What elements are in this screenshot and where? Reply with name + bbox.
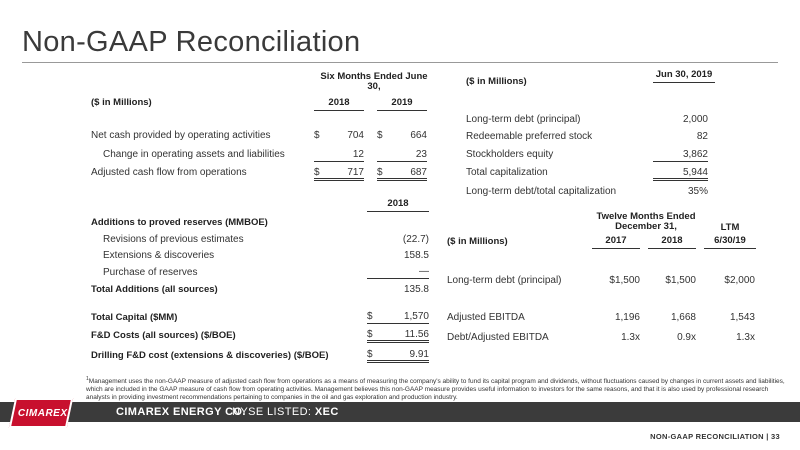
ebitda-row-2018: 1,668	[670, 312, 696, 323]
ebitda-row-2017: 1.3x	[621, 332, 640, 343]
capitalization-row-value: 5,944	[653, 167, 708, 181]
capitalization-row-label: Long-term debt/total capitalization	[466, 186, 617, 197]
reserves-row-value: 158.5	[403, 250, 429, 261]
cash-flow-col-2018: 2018	[314, 97, 364, 111]
capitalization-row-label: Redeemable preferred stock	[466, 131, 593, 142]
capitalization-col-header: Jun 30, 2019	[653, 70, 715, 83]
footnote-text: Management uses the non-GAAP measure of adjusted cash flow from operations as a means of measuring the company's ability to fund its capital program and dividends, without fluctuations caused by changes in current assets and liabilities, which are included in the GAAP measure of cash flow from operating activities. Management believes this non-GAAP measure provides useful information to investors for the same reasons, and that it is also used by professional research analysts in providing investment recommendations pertaining to companies in the oil and gas exploration and production industry.	[86, 378, 785, 402]
fd-costs-currency: $	[367, 329, 373, 340]
reserves-row-value: (22.7)	[402, 234, 429, 245]
ebitda-row-2017: 1,196	[614, 312, 640, 323]
logo-text: CIMAREX	[17, 408, 68, 419]
drilling-fd-value: 9.91	[409, 349, 429, 360]
drilling-fd-currency: $	[367, 349, 373, 360]
capitalization-row-label: Total capitalization	[466, 167, 548, 178]
company-logo	[9, 398, 73, 428]
fd-costs-cell	[367, 329, 429, 343]
nyse-listing	[232, 406, 339, 418]
ebitda-row-2018: $1,500	[665, 275, 696, 286]
ebitda-row-label: Long-term debt (principal)	[447, 275, 562, 286]
cash-flow-label-header: ($ in Millions)	[91, 97, 152, 108]
page-title: Non-GAAP Reconciliation	[22, 26, 361, 58]
page-footer-label: NON-GAAP RECONCILIATION | 33	[650, 432, 780, 441]
ticker-symbol: XEC	[314, 406, 339, 418]
ebitda-col-ltm: 6/30/19	[704, 235, 756, 249]
capitalization-row-value: 3,862	[653, 149, 708, 162]
reserves-total-value: 135.8	[403, 284, 429, 295]
ebitda-col-2017: 2017	[592, 235, 640, 249]
cash-flow-row-2019: 687	[410, 167, 427, 178]
capitalization-label-header: ($ in Millions)	[466, 76, 527, 87]
capitalization-row-label: Long-term debt (principal)	[466, 114, 581, 125]
cash-flow-row-currency: $	[377, 130, 383, 141]
cash-flow-col-2019: 2019	[377, 97, 427, 111]
capitalization-row-value: 2,000	[682, 114, 708, 125]
ebitda-row-label: Debt/Adjusted EBITDA	[447, 332, 549, 343]
cash-flow-total-2018-cell	[314, 167, 364, 181]
reserves-total-label: Total Additions (all sources)	[91, 284, 218, 295]
ebitda-col-2018: 2018	[648, 235, 696, 249]
ebitda-row-2017: $1,500	[609, 275, 640, 286]
cash-flow-row-currency: $	[314, 130, 320, 141]
cash-flow-row-2019: 23	[377, 149, 427, 162]
cash-flow-row-label: Adjusted cash flow from operations	[91, 167, 247, 178]
reserves-row-value: —	[367, 266, 429, 279]
cash-flow-total-2019-cell	[377, 167, 427, 181]
cash-flow-row-2019: 664	[410, 130, 427, 141]
cash-flow-row-2018: 12	[314, 149, 364, 162]
reserves-section-header: Additions to proved reserves (MMBOE)	[91, 217, 268, 228]
reserves-row-label: Purchase of reserves	[103, 267, 198, 278]
fd-costs-label: F&D Costs (all sources) ($/BOE)	[91, 330, 236, 341]
ebitda-group-header: Twelve Months Ended December 31,	[596, 211, 696, 232]
reserves-row-label: Extensions & discoveries	[103, 250, 215, 261]
ebitda-label-header: ($ in Millions)	[447, 236, 508, 247]
cash-flow-row-currency: $	[314, 167, 320, 178]
nyse-prefix: NYSE LISTED:	[232, 406, 312, 418]
total-capital-cell	[367, 311, 429, 324]
reserves-col-header: 2018	[367, 198, 429, 212]
ebitda-row-ltm: 1,543	[729, 312, 755, 323]
total-capital-label: Total Capital ($MM)	[91, 312, 178, 323]
ebitda-row-2018: 0.9x	[677, 332, 696, 343]
ebitda-row-ltm: 1.3x	[736, 332, 755, 343]
cash-flow-row-2018: 717	[347, 167, 364, 178]
capitalization-row-value: 35%	[687, 186, 708, 197]
footnote	[86, 375, 786, 402]
drilling-fd-label: Drilling F&D cost (extensions & discoveries) ($/BOE)	[91, 350, 329, 361]
cash-flow-group-header: Six Months Ended June 30,	[320, 71, 428, 92]
capitalization-row-label: Stockholders equity	[466, 149, 554, 160]
footnote-marker: 1	[86, 376, 89, 382]
ebitda-row-ltm: $2,000	[724, 275, 755, 286]
ebitda-ltm-header: LTM	[720, 222, 740, 233]
ebitda-row-label: Adjusted EBITDA	[447, 312, 525, 323]
reserves-row-label: Revisions of previous estimates	[103, 234, 244, 245]
cash-flow-row-currency: $	[377, 167, 383, 178]
cash-flow-row-label: Net cash provided by operating activities	[91, 130, 271, 141]
cash-flow-row-label: Change in operating assets and liabilities	[103, 149, 285, 160]
total-capital-currency: $	[367, 311, 373, 322]
company-name: CIMAREX ENERGY CO.	[116, 406, 246, 418]
capitalization-row-value: 82	[696, 131, 708, 142]
total-capital-value: 1,570	[403, 311, 429, 322]
drilling-fd-cell	[367, 349, 429, 363]
fd-costs-value: 11.56	[404, 329, 429, 340]
title-divider	[22, 62, 778, 63]
cash-flow-row-2018: 704	[347, 130, 364, 141]
